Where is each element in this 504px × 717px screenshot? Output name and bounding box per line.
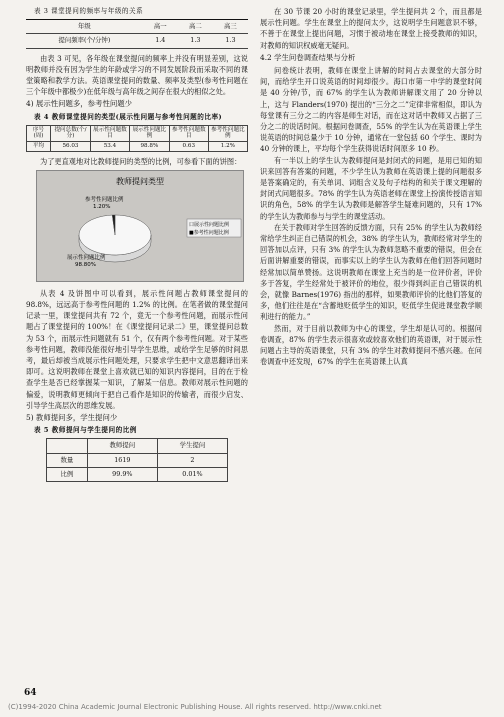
paragraph: 为了更直观地对比教师提问的类型的比例，可参看下面的饼图： — [40, 156, 242, 166]
data-label-1: 参考性问题比例 1.20% — [85, 196, 124, 210]
paragraph: 在 30 节课 20 小时的课堂记录里，学生提问共 2 个，而且都是展示性问题。学生在课堂上的提问太少，这说明学生问题意识不够，不善于在课堂上提出问题，习惯于被动地在课堂上接受教师的知识，对教师的知识权威毫无疑问。 — [260, 7, 482, 50]
table-row: 数量 1619 2 — [47, 453, 228, 467]
table5-caption: 表 5 教师提问与学生提问的比例 — [34, 426, 137, 435]
paragraph: 然而，对于目前以教师为中心的课堂，学生却是认可的。根据问卷调查，87% 的学生表示很喜欢或较喜欢他们的英语课，对于展示性问题占主导的英语课堂，只有 3% 的学生对教师提问不感兴趣。在问卷调查中还发现，67% 的学生在英语课上认真 — [260, 323, 482, 367]
paragraph: 由表 3 可见，各年级在课堂提问的频率上并没有明显差别，这说明教师并没有因为学生的年龄或学习的不同发展阶段而采取不同的课堂策略和教学方法。英语课堂提问的数量、频率及类型(参考性问题在三个年级中都极少)在低年级与高年级之间存在很大的相似之处。 — [26, 53, 248, 97]
table-row: 教师提问 学生提问 — [47, 439, 228, 453]
section-heading: 4.2 学生问卷调查结果与分析 — [260, 52, 356, 62]
table-row: 平均 56.03 53.4 98.8% 0.63 1.2% — [27, 142, 248, 152]
pie-chart — [36, 170, 244, 282]
copyright-footer: (C)1994-2020 China Academic Journal Electronic Publishing House. All rights reserved. http://www.cnki.net — [8, 703, 382, 711]
page-number: 64 — [24, 688, 37, 698]
table4 — [26, 125, 248, 152]
data-label-0: 展示性问题比例 98.80% — [67, 254, 106, 268]
table-row: 年级 高一 高二 高三 — [26, 20, 248, 34]
table-row: 序号(周) 提问总数(个/分) 展示性问题数目 展示性问题比例 参考性问题数目 参考性问题比例 — [27, 125, 248, 141]
table5 — [46, 438, 228, 482]
paragraph: 在关于教师对学生回答的反馈方面，只有 25% 的学生认为教师经常给学生纠正自己错误的机会，38% 的学生认为，教师经常对学生的回答加以点评，只有 3% 的学生认为教师忽略不重要的错误，但会在后面讲解重要的错误，而事实以上的学生认为教师在他们回答问题时经常加以简单赞扬。这说明教师在课堂上充当的是一位评价者，评价多于答复，学生经常处于被评价的地位，很少得到纠正自己错误的机会，就像 Barnes(1976) 指出的那样，如果教师评价的比他们答复的多，他们往往是在“含蓄地贬低学生的知识，贬低学生促进课堂教学顺利进行的能力。” — [260, 222, 482, 322]
pie-chart-svg — [37, 171, 243, 281]
paragraph: 有一半以上的学生认为教师提问是封闭式的问题，是用已知的知识来回答有答案的问题，不少学生认为教师在英语课上提的问题很多是答案确定的，有关单词、词组含义及句子结构的和关于课文理解的封闭式问题很多。78% 的学生认为英语老师在课堂上扮演传授语言知识的角色，58% 的学生认为教师是解答学生疑难问题的，只有 17% 的学生认为教师参与与学生的课堂活动。 — [260, 155, 482, 221]
legend-item: 口展示性问题比例 — [189, 221, 230, 228]
table3 — [26, 19, 248, 48]
paragraph: 从表 4 及饼图中可以看到，展示性问题占教师课堂提问的 98.8%，远远高于参考性问题的 1.2% 的比例。在笔者做的课堂提问记录一里，课堂提问共有 72 个，竟无一个参考性问题，而展示性问题占了课堂提问的 100%！在《课堂提问记录二》里，课堂提问总数为 53 个，而展示性问题就有 51 个，仅有两个参考性问题。对于某些参考性问题，教师没能很好地引导学生思维，或给学生足够的时间思考，最后却被当成展示性问题处理，只要求学生把中文意思翻译出来即可。这说明教师在课堂上喜欢就已知的知识内容提问，目的在于检查学生是否已经掌握某一知识，了解某一信息。教师对展示性问题的偏爱，说明教师更倾向于把自己看作是知识的传输者，而很少启发、引导学生高层次的思维发展。 — [26, 288, 248, 410]
table-row: 比例 99.9% 0.01% — [47, 467, 228, 481]
paragraph: 问卷统计表明，教师在课堂上讲解的时间占去课堂的大部分时间，而给学生开口说英语的时间却很少。海口市第一中学的课堂时间是 40 分钟/节，而 67% 的学生认为教师讲解课文用了 20 分钟以上，这与 Flanders(1970) 提出的“三分之二”定律非常相似，即认为每堂课有三分之二的内容是师生对话，而在这对话中教师又占据了三分之二的说话时间。根据问卷调查，55% 的学生认为在英语课上学生说英语的时间总量少于 10 分钟，通常在一堂包括 60 个学生、课时为 40 分钟的课上，平均每个学生获得说话时间原多 10 秒。 — [260, 66, 482, 154]
table4-caption: 表 4 教师课堂提问的类型(展示性问题与参考性问题的比率) — [34, 112, 223, 121]
section-heading: 4) 展示性问题多，参考性问题少 — [26, 99, 133, 109]
right-column — [260, 6, 482, 368]
table3-caption: 表 3 课堂提问的频率与年级的关系 — [34, 7, 144, 15]
legend-item: ■参考性问题比例 — [189, 229, 229, 236]
chart-title: 教师提问类型 — [116, 176, 164, 186]
left-column — [26, 6, 248, 486]
section-heading: 5) 教师提问多，学生提问少 — [26, 413, 118, 423]
table-row: 提问频率(个/分钟) 1.4 1.3 1.3 — [26, 34, 248, 48]
